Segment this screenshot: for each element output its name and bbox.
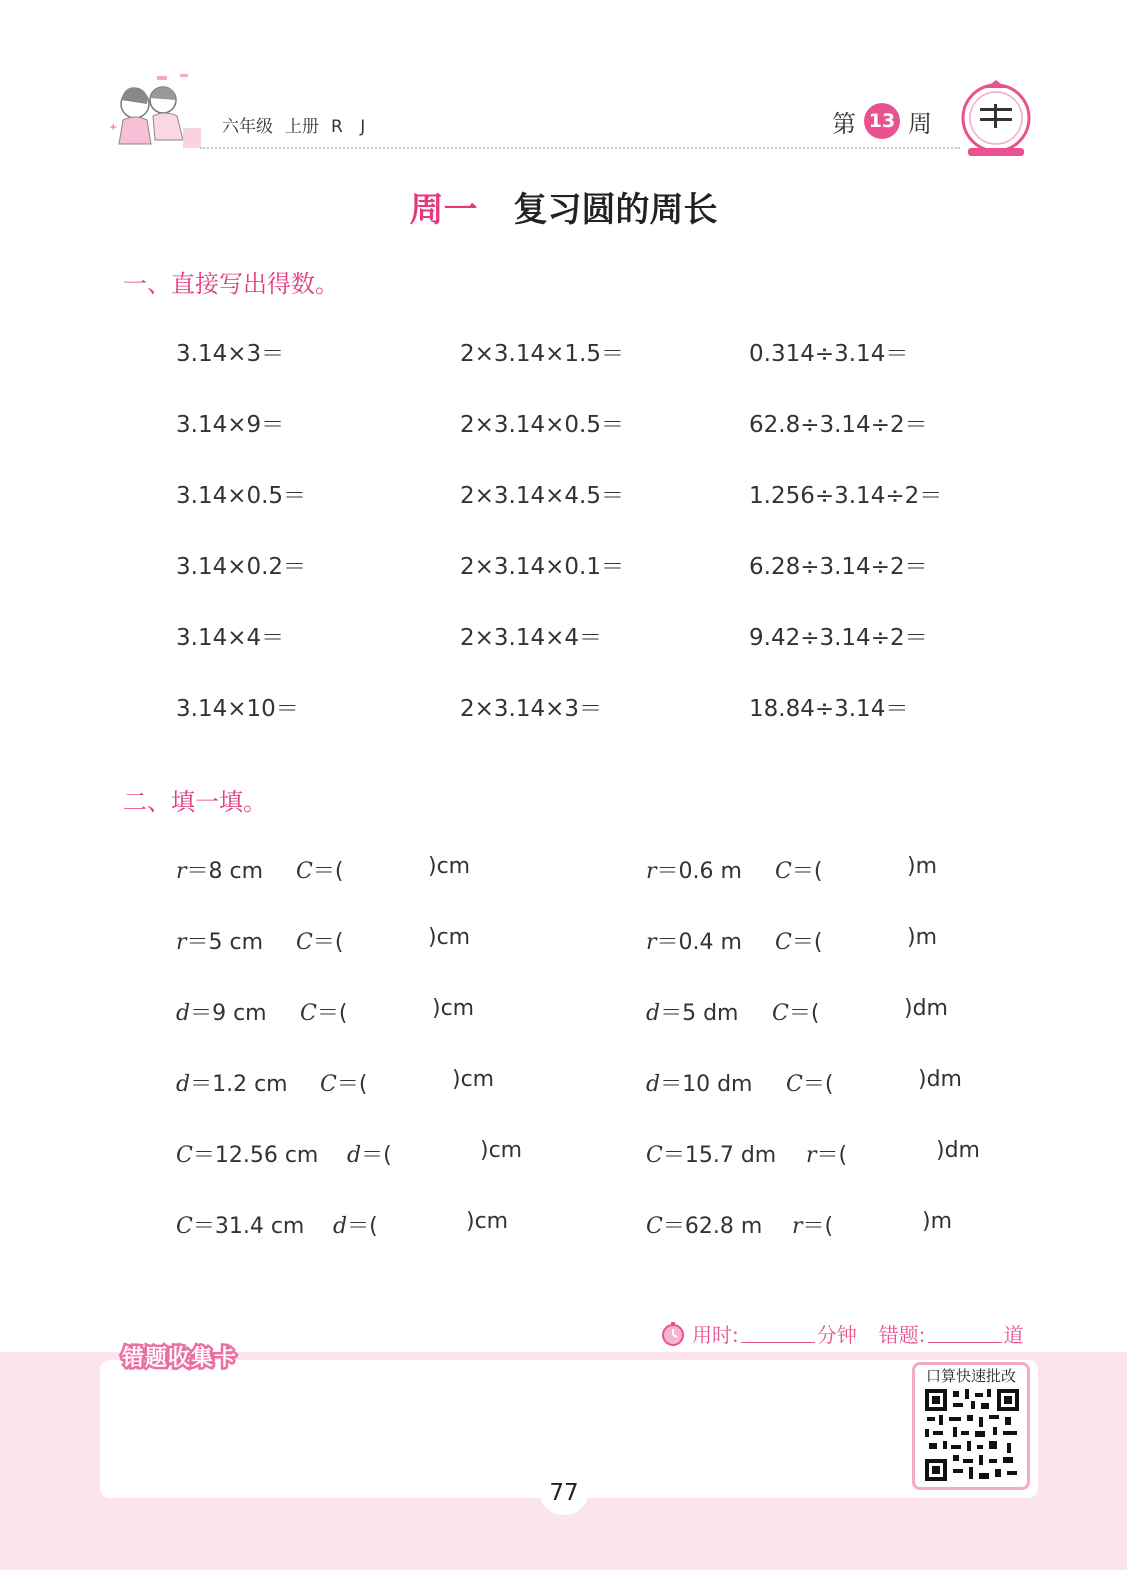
calc-item: 62.8÷3.14÷2＝: [749, 412, 928, 438]
calc-item: 0.314÷3.14＝: [749, 341, 909, 367]
header-divider: [200, 147, 960, 149]
fill-item: r＝0.6 m: [646, 859, 742, 884]
fill-item: d＝10 dm: [646, 1072, 753, 1097]
title-topic: 复习圆的周长: [513, 190, 718, 230]
fill-unit: )m: [922, 1209, 953, 1234]
calc-item: 18.84÷3.14＝: [749, 696, 909, 722]
fill-item: r＝0.4 m: [646, 930, 742, 955]
svg-text:+: +: [109, 122, 118, 133]
fill-blank[interactable]: d＝(: [347, 1143, 392, 1168]
fill-blank[interactable]: C＝(: [775, 930, 823, 955]
fill-item: C＝15.7 dm: [646, 1143, 777, 1168]
week-indicator: [832, 103, 932, 139]
fill-blank[interactable]: C＝(: [786, 1072, 834, 1097]
fill-unit: )cm: [452, 1067, 495, 1092]
qr-code-icon[interactable]: [923, 1387, 1021, 1483]
cartoon-kids-icon: [105, 70, 205, 156]
fill-blank[interactable]: C＝(: [320, 1072, 368, 1097]
calc-item: 2×3.14×0.5＝: [460, 412, 624, 438]
time-label: 用时:: [692, 1323, 739, 1347]
minutes-label: 分钟: [816, 1323, 857, 1347]
stopwatch-icon: [660, 1321, 686, 1347]
calc-item: 3.14×0.2＝: [176, 554, 307, 580]
fill-unit: )cm: [428, 854, 471, 879]
week-suffix: 周: [908, 109, 932, 138]
fill-blank[interactable]: r＝(: [792, 1214, 834, 1239]
calc-item: 9.42÷3.14÷2＝: [749, 625, 928, 651]
fill-unit: )cm: [428, 925, 471, 950]
fill-item: d＝9 cm: [176, 1001, 267, 1026]
fill-item: r＝5 cm: [176, 930, 264, 955]
page-title: [0, 182, 1127, 231]
time-blank[interactable]: [741, 1324, 815, 1343]
fill-unit: )m: [907, 854, 938, 879]
calc-item: 2×3.14×4＝: [460, 625, 603, 651]
fill-item: C＝12.56 cm: [176, 1143, 319, 1168]
fill-blank[interactable]: C＝(: [775, 859, 823, 884]
section1-heading: 一、直接写出得数。: [123, 270, 339, 298]
calc-item: 3.14×0.5＝: [176, 483, 307, 509]
fill-blank[interactable]: d＝(: [333, 1214, 378, 1239]
week-prefix: 第: [832, 109, 856, 138]
errors-blank[interactable]: [928, 1324, 1002, 1343]
calc-item: 1.256÷3.14÷2＝: [749, 483, 943, 509]
fill-item: C＝62.8 m: [646, 1214, 763, 1239]
fill-blank[interactable]: C＝(: [772, 1001, 820, 1026]
fill-unit: )cm: [466, 1209, 509, 1234]
errors-unit: 道: [1003, 1323, 1024, 1347]
fill-unit: )cm: [432, 996, 475, 1021]
fill-blank[interactable]: C＝(: [296, 930, 344, 955]
calc-item: 6.28÷3.14÷2＝: [749, 554, 928, 580]
time-record-row: [660, 1319, 1024, 1348]
fill-blank[interactable]: C＝(: [296, 859, 344, 884]
fill-item: d＝1.2 cm: [176, 1072, 288, 1097]
fill-blank[interactable]: r＝(: [806, 1143, 848, 1168]
brand-seal-icon: [958, 78, 1034, 160]
fill-unit: )dm: [904, 996, 948, 1021]
fill-item: C＝31.4 cm: [176, 1214, 305, 1239]
section2-heading: 二、填一填。: [123, 788, 267, 816]
calc-item: 2×3.14×3＝: [460, 696, 603, 722]
fill-item: d＝5 dm: [646, 1001, 739, 1026]
volume-text: 上册: [285, 117, 319, 137]
error-card-label: 错题收集卡: [122, 1346, 238, 1371]
fill-item: r＝8 cm: [176, 859, 264, 884]
fill-blank[interactable]: C＝(: [300, 1001, 348, 1026]
fill-unit: )m: [907, 925, 938, 950]
calc-item: 2×3.14×0.1＝: [460, 554, 624, 580]
page-number: 77: [549, 1480, 579, 1506]
calc-item: 2×3.14×4.5＝: [460, 483, 624, 509]
calc-item: 3.14×10＝: [176, 696, 299, 722]
calc-item: 3.14×4＝: [176, 625, 285, 651]
grade-text: 六年级: [222, 117, 273, 137]
calc-item: 2×3.14×1.5＝: [460, 341, 624, 367]
edition-text: R J: [331, 117, 372, 137]
fill-unit: )cm: [480, 1138, 523, 1163]
week-number-badge: 13: [864, 103, 900, 139]
fill-unit: )dm: [936, 1138, 980, 1163]
fill-unit: )dm: [918, 1067, 962, 1092]
calc-item: 3.14×3＝: [176, 341, 285, 367]
grade-label: [222, 112, 383, 137]
qr-caption: 口算快速批改: [925, 1367, 1016, 1385]
title-day: 周一: [409, 190, 478, 230]
errors-label: 错题:: [878, 1323, 926, 1347]
calc-item: 3.14×9＝: [176, 412, 285, 438]
